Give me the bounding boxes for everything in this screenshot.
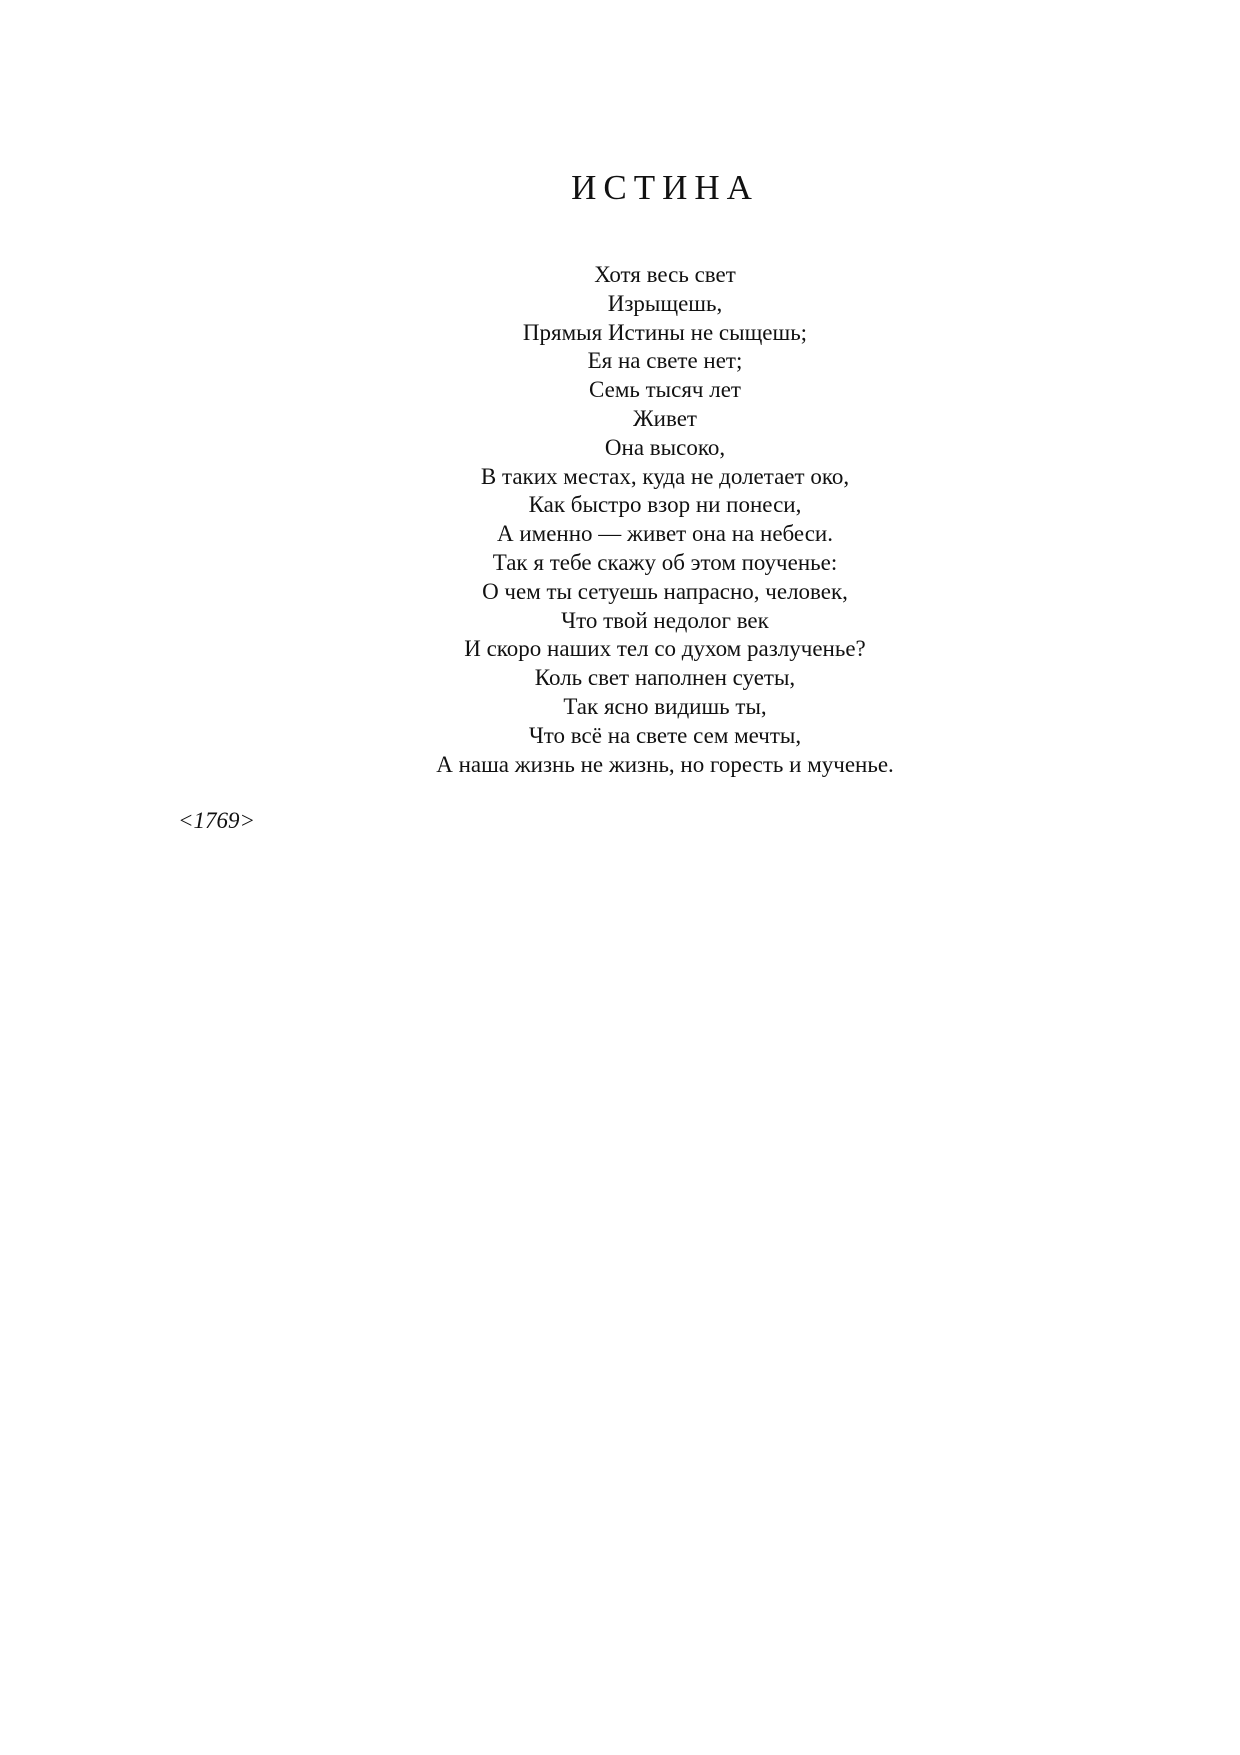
poem-line: Изрыщешь,	[607, 290, 723, 316]
poem-line: Что твой недолог век	[561, 607, 769, 633]
poem-line: В таких местах, куда не долетает око,	[480, 463, 850, 489]
poem-line: Так я тебе скажу об этом поученье:	[492, 549, 838, 575]
poem-line: Живет	[633, 405, 697, 431]
poem-line: Семь тысяч лет	[589, 377, 741, 403]
poem-body	[0, 261, 1240, 779]
poem-line: Ея на свете нет;	[587, 348, 743, 374]
poem-line: Так ясно видишь ты,	[563, 693, 767, 719]
poem-title: ИСТИНА	[571, 168, 759, 207]
poem-date: <1769>	[178, 808, 256, 833]
poem-line: А именно — живет она на небеси.	[497, 521, 833, 547]
poem-line: Что всё на свете сем мечты,	[528, 722, 802, 748]
poem-line: Хотя весь свет	[594, 262, 736, 287]
poem-line: Коль свет наполнен суеты,	[534, 665, 796, 691]
poem-line: Как быстро взор ни понеси,	[528, 492, 802, 518]
poem-line: О чем ты сетуешь напрасно, человек,	[482, 578, 848, 604]
poem-line: Она высоко,	[604, 434, 726, 460]
poem-line: А наша жизнь не жизнь, но горесть и мученье.	[436, 751, 894, 777]
poem-line: И скоро наших тел со духом разлученье?	[464, 636, 866, 662]
poem-line: Прямыя Истины не сыщешь;	[522, 319, 808, 345]
